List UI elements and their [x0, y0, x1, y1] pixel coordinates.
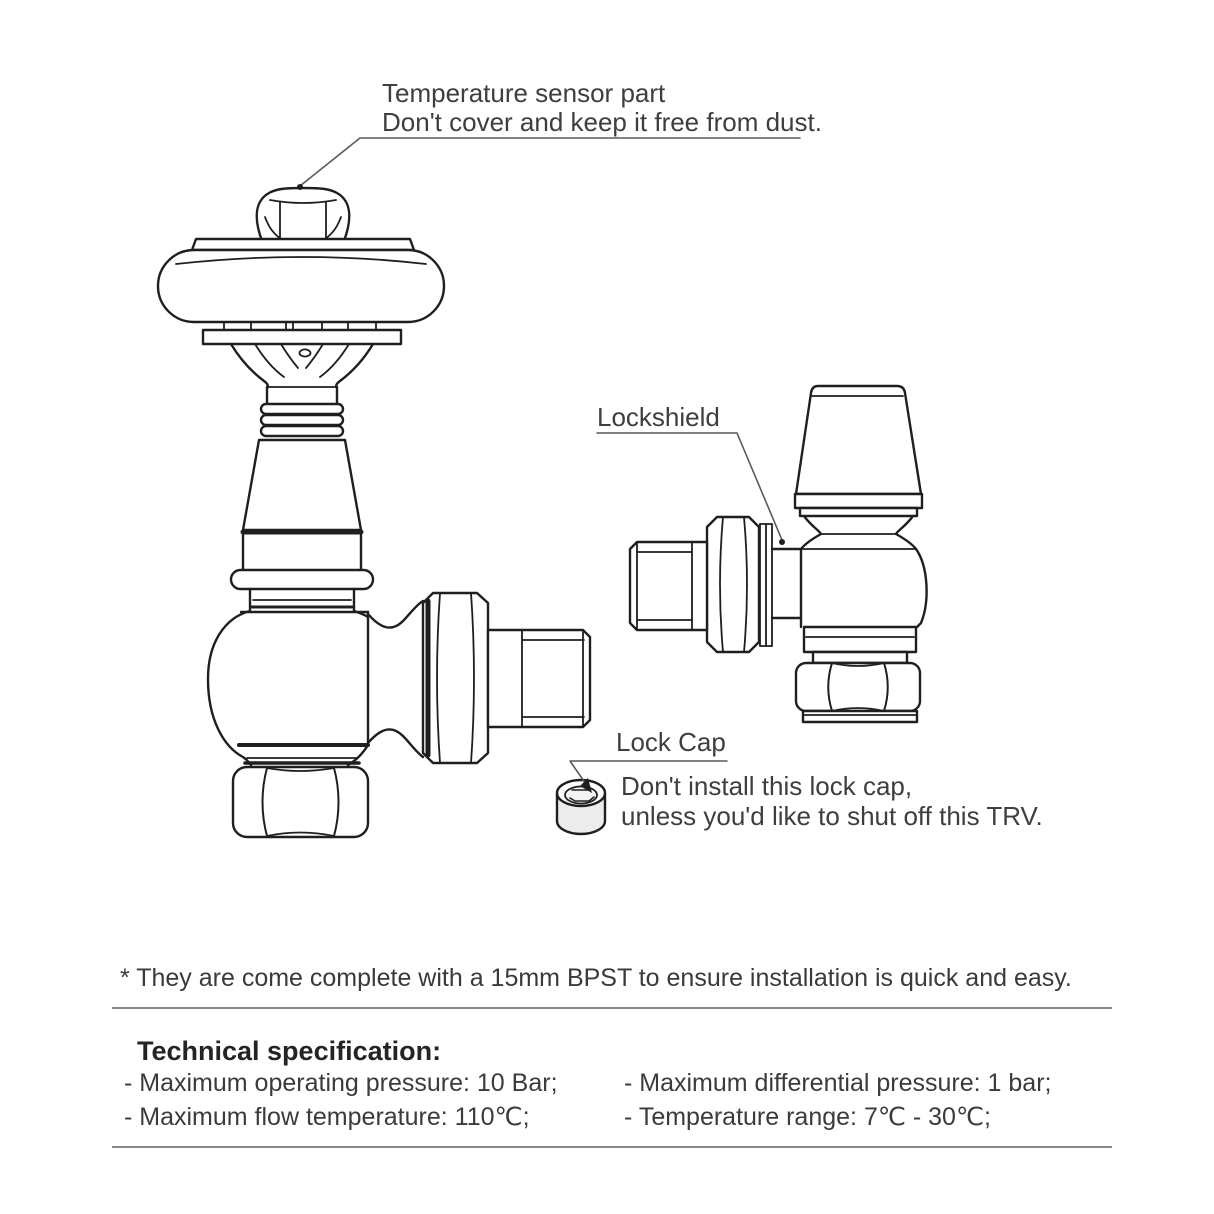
spec-item-temperature-range: - Temperature range: 7℃ - 30℃; — [624, 1103, 991, 1131]
spec-section-title: Technical specification: — [137, 1036, 442, 1066]
divider-bottom — [112, 1146, 1112, 1148]
divider-top — [112, 1007, 1112, 1009]
lockshield-valve-drawing — [630, 386, 927, 722]
spec-item-operating-pressure: - Maximum operating pressure: 10 Bar; — [124, 1069, 558, 1097]
sensor-annotation-line1: Temperature sensor part — [382, 78, 666, 108]
spec-item-differential-pressure: - Maximum differential pressure: 1 bar; — [624, 1069, 1052, 1097]
lock-cap-drawing — [557, 780, 605, 834]
sensor-annotation — [382, 79, 822, 137]
installation-footnote: * They are come complete with a 15mm BPST to ensure installation is quick and easy. — [120, 964, 1072, 992]
lockshield-label: Lockshield — [597, 402, 720, 432]
spec-list — [124, 1069, 1051, 1132]
sensor-leader-line — [297, 138, 800, 190]
lock-cap-annotation-line2: unless you'd like to shut off this TRV. — [621, 801, 1043, 831]
lock-cap-annotation-line1: Don't install this lock cap, — [621, 771, 913, 801]
lock-cap-annotation — [621, 771, 1043, 831]
sensor-annotation-line2: Don't cover and keep it free from dust. — [382, 107, 822, 137]
lock-cap-label: Lock Cap — [616, 727, 726, 757]
trv-valve-drawing — [158, 188, 590, 837]
spec-item-flow-temperature: - Maximum flow temperature: 110℃; — [124, 1103, 530, 1131]
